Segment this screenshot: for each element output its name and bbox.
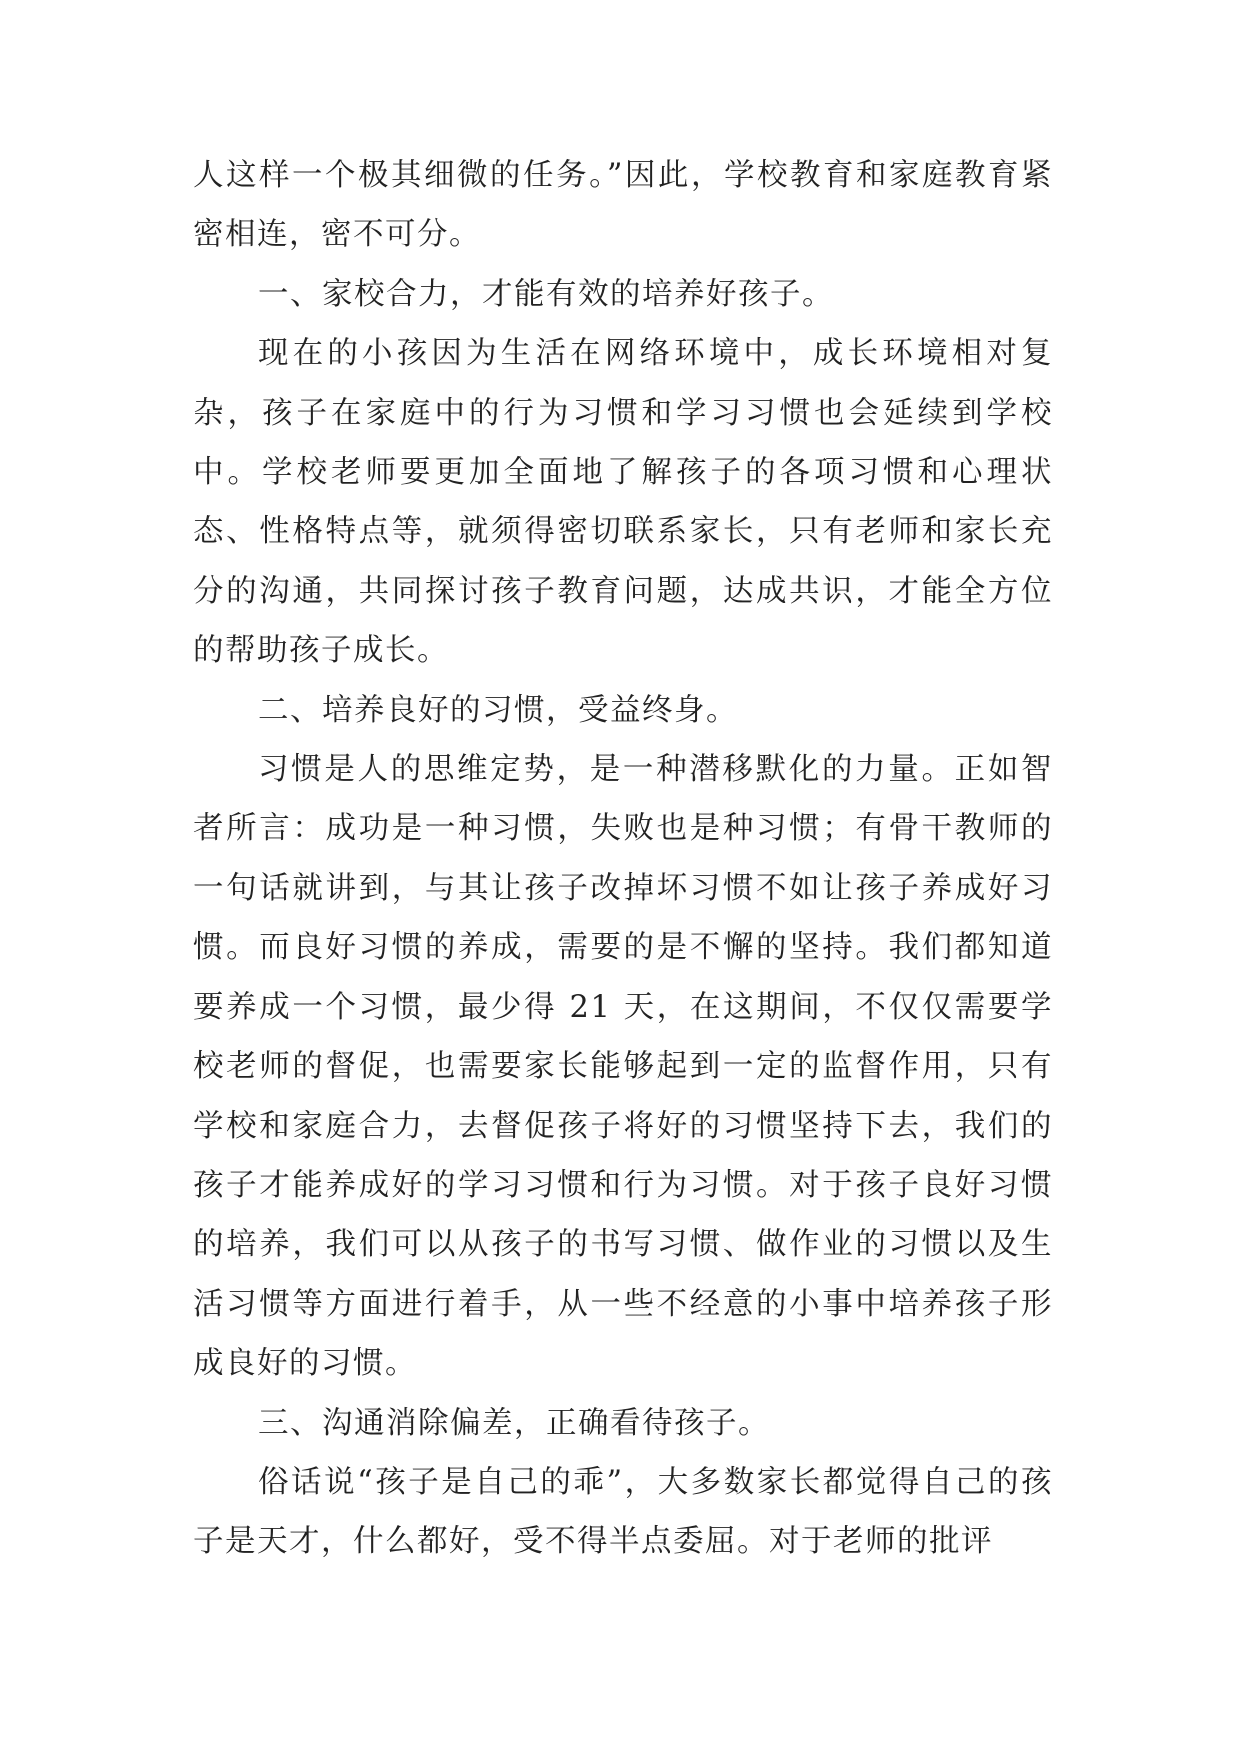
heading-section-two: 二、培养良好的习惯，受益终身。 <box>258 692 738 728</box>
heading-section-one: 一、家校合力，才能有效的培养好孩子。 <box>258 276 834 312</box>
paragraph-section-one: 现在的小孩因为生活在网络环境中，成长环境相对复杂，孩子在家庭中的行为习惯和学习习惯也会延续到学校中。学校老师要更加全面地了解孩子的各项习惯和心理状态、性格特点等，就须得密切联系家长，只有老师和家长充分的沟通，共同探讨孩子教育问题，达成共识，才能全方位的帮助孩子成长。 <box>193 336 1053 669</box>
paragraph-intro-continuation: 人这样一个极其细微的任务。”因此，学校教育和家庭教育紧密相连，密不可分。 <box>193 158 1053 253</box>
paragraph-section-two: 习惯是人的思维定势，是一种潜移默化的力量。正如智者所言：成功是一种习惯，失败也是种习惯；有骨干教师的一句话就讲到，与其让孩子改掉坏习惯不如让孩子养成好习惯。而良好习惯的养成，需要的是不懈的坚持。我们都知道要养成一个习惯，最少得 21 天，在这期间，不仅仅需要学校老师的督促，也需要家长能够起到一定的监督作用，只有学校和家庭合力，去督促孩子将好的习惯坚持下去，我们的孩子才能养成好的学习习惯和行为习惯。对于孩子良好习惯的培养，我们可以从孩子的书写习惯、做作业的习惯以及生活习惯等方面进行着手，从一些不经意的小事中培养孩子形成良好的习惯。 <box>193 752 1053 1382</box>
heading-section-three: 三、沟通消除偏差，正确看待孩子。 <box>258 1405 770 1441</box>
paragraph-section-three: 俗话说“孩子是自己的乖”，大多数家长都觉得自己的孩子是天才，什么都好，受不得半点委屈。对于老师的批评 <box>193 1464 1053 1560</box>
document-body <box>193 146 1053 1572</box>
